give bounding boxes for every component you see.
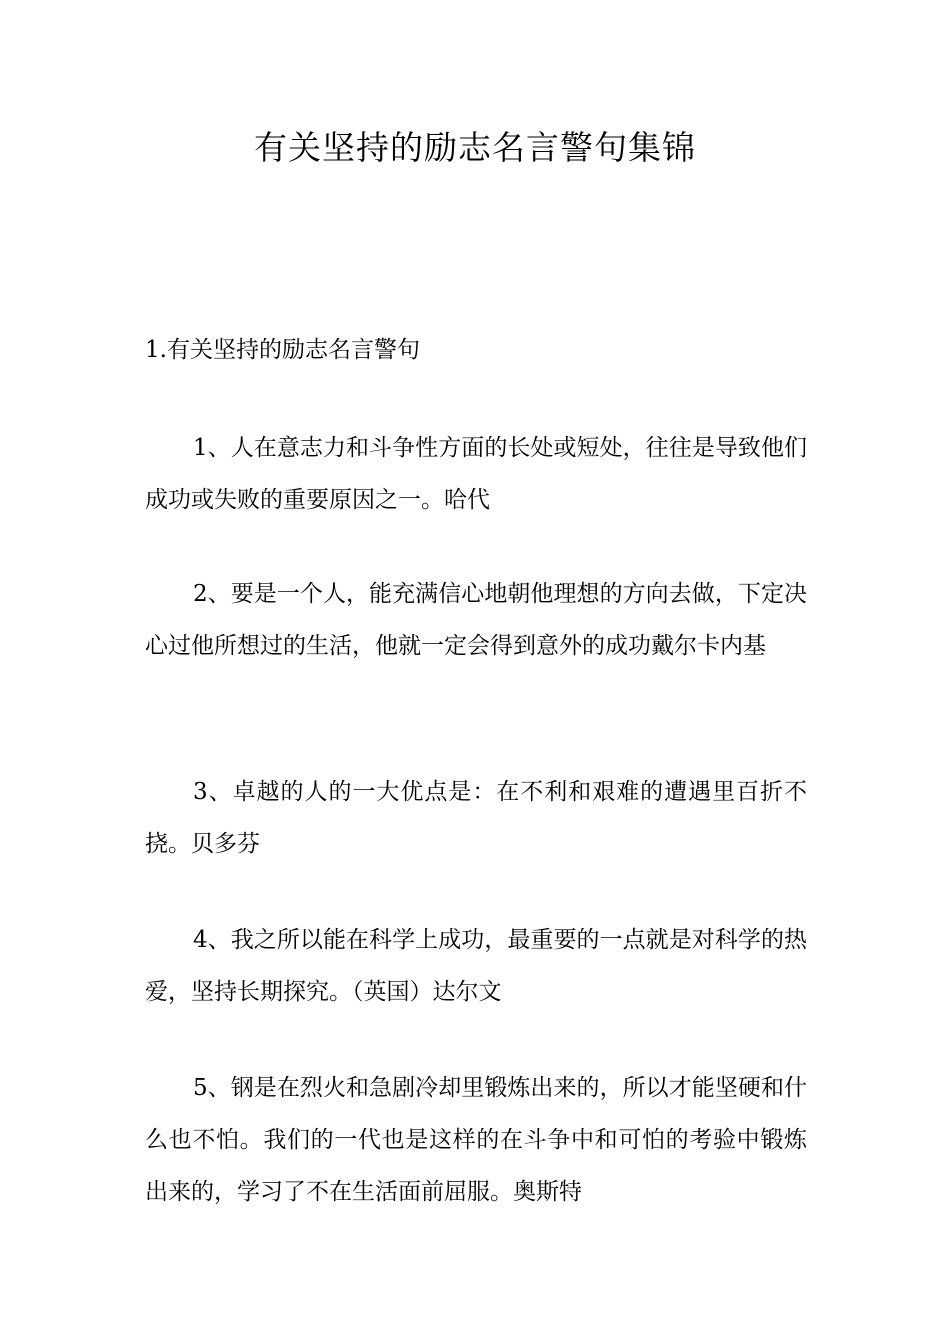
quote-item-1: 1、人在意志力和斗争性方面的长处或短处，往往是导致他们成功或失败的重要原因之一。哈代 [145, 435, 807, 513]
quote-item-5: 5、钢是在烈火和急剧冷却里锻炼出来的，所以才能坚硬和什么也不怕。我们的一代也是这样的在斗争中和可怕的考验中锻炼出来的，学习了不在生活面前屈服。奥斯特 [145, 1075, 807, 1205]
quote-item-2: 2、要是一个人，能充满信心地朝他理想的方向去做，下定决心过他所想过的生活，他就一定会得到意外的成功戴尔卡内基 [145, 581, 807, 659]
section-heading: 1.有关坚持的励志名言警句 [145, 337, 420, 363]
quote-item-3: 3、卓越的人的一大优点是：在不利和艰难的遭遇里百折不挠。贝多芬 [145, 779, 807, 857]
page-title: 有关坚持的励志名言警句集锦 [254, 128, 696, 167]
quote-item-4: 4、我之所以能在科学上成功，最重要的一点就是对科学的热爱，坚持长期探究。（英国）达尔文 [145, 927, 807, 1005]
